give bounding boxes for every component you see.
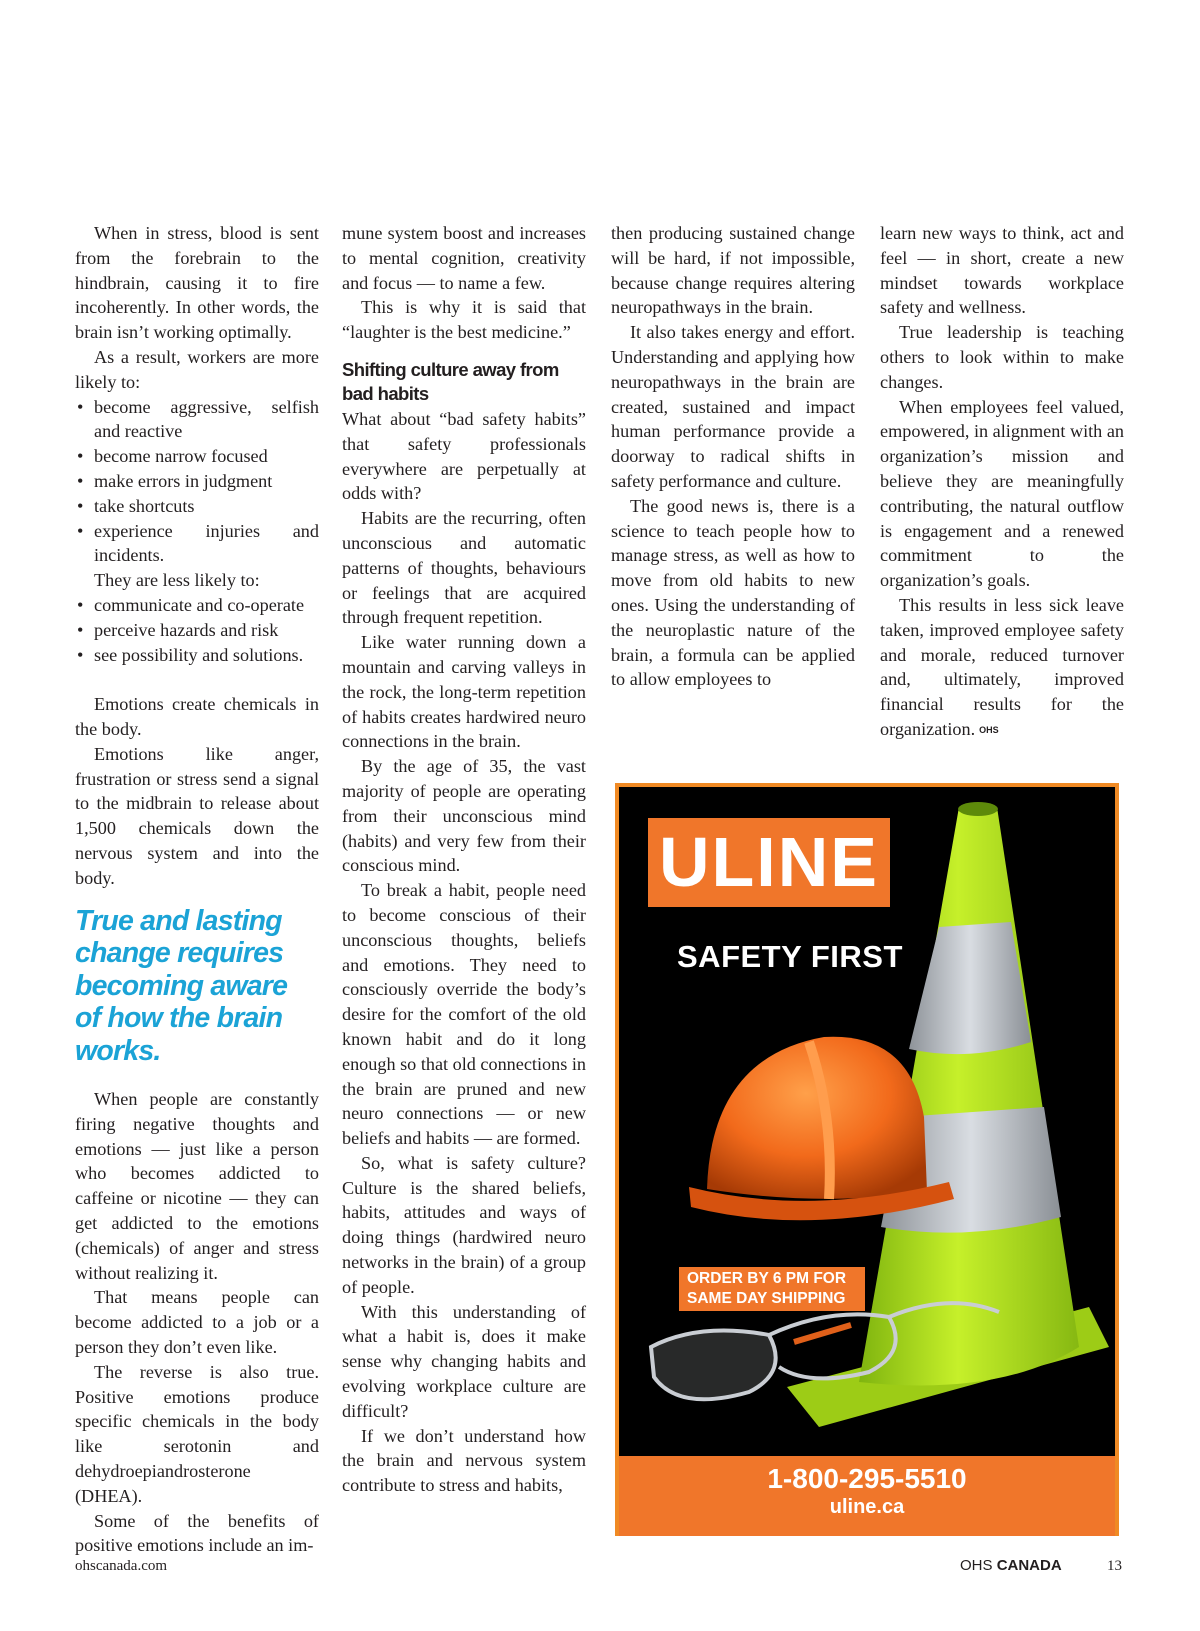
paragraph: Emotions create chemicals in the body. bbox=[75, 694, 319, 739]
paragraph: This is why it is said that “laughter is the best medicine.” bbox=[342, 297, 586, 343]
ad-tagline: SAFETY FIRST bbox=[677, 939, 903, 974]
paragraph: What about “bad safety habits” that safety professionals everywhere are perpetually at odds with? bbox=[342, 408, 586, 504]
paragraph: When in stress, blood is sent from the forebrain to the hindbrain, causing it to fire incoherently. In other words, the brain isn’t working optimally. bbox=[75, 223, 319, 343]
cone-tip-shape bbox=[958, 802, 998, 816]
paragraph: When people are constantly firing negative thoughts and emotions — just like a person who becomes addicted to caffeine or nicotine — they can get addicted to the emotions (chemicals) of anger and stress without realizing it. bbox=[75, 1089, 319, 1283]
paragraph: The reverse is also true. Positive emotions produce specific chemicals in the body like serotonin and dehydroepiandrosterone (DHEA). bbox=[75, 1361, 319, 1506]
ad-phone-number[interactable]: 1-800-295-5510 bbox=[767, 1463, 967, 1494]
paragraph: If we don’t understand how the brain and nervous system contribute to stress and habits, bbox=[342, 1425, 586, 1496]
paragraph: Habits are the recurring, often unconscious and automatic patterns of thoughts, behaviours or feelings that are acquired through frequent repetition. bbox=[342, 508, 586, 628]
same-day-shipping-badge: ORDER BY 6 PM FOR SAME DAY SHIPPING bbox=[679, 1267, 865, 1311]
paragraph: As a result, workers are more likely to: bbox=[75, 346, 319, 392]
paragraph: It also takes energy and effort. Understanding and applying how neuropathways in the brain are created, sustained and impact human performance provide a doorway to radical shifts in safety performance and culture. bbox=[611, 322, 855, 491]
more-likely-list bbox=[75, 395, 319, 569]
article-column-3 bbox=[611, 221, 855, 692]
ohs-end-mark: OHS bbox=[979, 724, 999, 735]
paragraph: mune system boost and increases to mental cognition, creativity and focus — to name a few. bbox=[342, 223, 586, 293]
list-item: • become aggressive, selfish and reactive bbox=[75, 395, 319, 445]
pull-quote: True and lasting change requires becoming aware of how the brain works. bbox=[75, 904, 288, 1067]
list-item: • make errors in judgment bbox=[75, 469, 319, 494]
list-item: • take shortcuts bbox=[75, 494, 319, 519]
paragraph: They are less likely to: bbox=[94, 570, 260, 591]
list-item: • see possibility and solutions. bbox=[75, 643, 319, 668]
article-column-1 bbox=[75, 221, 319, 1558]
paragraph: To break a habit, people need to become conscious of their unconscious thoughts, beliefs and emotions. They need to consciously override the body’s desire for the comfort of the old known habit and do it long enough so that old connections in the brain are pruned and new neuro connections — or new beliefs and habits — are formed. bbox=[342, 880, 586, 1149]
less-likely-list bbox=[75, 593, 319, 667]
footer-brand-bold: CANADA bbox=[996, 1557, 1062, 1574]
uline-logo: ULINE bbox=[648, 818, 890, 907]
ad-contact-bar bbox=[619, 1456, 1115, 1536]
footer-magazine-name bbox=[960, 1557, 1062, 1575]
paragraph bbox=[880, 593, 1124, 743]
list-item: • perceive hazards and risk bbox=[75, 618, 319, 643]
list-item: • communicate and co-operate bbox=[75, 593, 319, 618]
cone-band-shape bbox=[909, 922, 1031, 1054]
paragraph: learn new ways to think, act and feel — in short, create a new mindset towards workplace safety and wellness. bbox=[880, 223, 1124, 318]
section-heading: Shifting culture away from bad habits bbox=[342, 358, 559, 405]
paragraph: Some of the benefits of positive emotions include an im- bbox=[75, 1510, 319, 1556]
paragraph: True leadership is teaching others to look within to make changes. bbox=[880, 322, 1124, 392]
ad-website-link[interactable]: uline.ca bbox=[829, 1496, 905, 1518]
paragraph: Emotions like anger, frustration or stress send a signal to the midbrain to release about 1,500 chemicals down the nervous system and into the body. bbox=[75, 743, 319, 888]
paragraph: With this understanding of what a habit is, does it make sense why changing habits and evolving workplace culture are difficult? bbox=[342, 1301, 586, 1421]
final-paragraph-text: This results in less sick leave taken, improved employee safety and morale, reduced turnover and, ultimately, improved financial results for the organization. bbox=[880, 594, 1124, 739]
paragraph: Like water running down a mountain and carving valleys in the rock, the long-term repetition of habits creates hardwired neuro connections in the brain. bbox=[342, 632, 586, 752]
footer-brand-prefix: OHS bbox=[960, 1557, 993, 1574]
paragraph: By the age of 35, the vast majority of people are operating from their unconscious mind (habits) and very few from their conscious mind. bbox=[342, 756, 586, 876]
list-item: • experience injuries and incidents. bbox=[75, 519, 319, 569]
paragraph: then producing sustained change will be hard, if not impossible, because change requires altering neuropathways in the brain. bbox=[611, 223, 855, 318]
footer-website[interactable]: ohscanada.com bbox=[75, 1558, 168, 1574]
list-item: • become narrow focused bbox=[75, 444, 319, 469]
uline-advertisement[interactable] bbox=[615, 783, 1119, 1536]
paragraph: The good news is, there is a science to teach people how to manage stress, as well as how to move from old habits to new ones. Using the understanding of the neuroplastic nature of the brain, a formula can be applied to allow employees to bbox=[611, 495, 855, 690]
paragraph: When employees feel valued, empowered, in alignment with an organization’s mission and believe they are meaningfully contributing, the natural outflow is engagement and a renewed commitment to the organization’s goals. bbox=[880, 396, 1124, 591]
article-column-2 bbox=[342, 221, 586, 1498]
article-column-4 bbox=[880, 221, 1124, 743]
paragraph: So, what is safety culture? Culture is the shared beliefs, habits, attitudes and ways of doing things (hardwired neuro networks in the brain) of a group of people. bbox=[342, 1152, 586, 1297]
paragraph: That means people can become addicted to a job or a person they don’t even like. bbox=[75, 1287, 319, 1357]
page-number: 13 bbox=[1107, 1558, 1122, 1574]
